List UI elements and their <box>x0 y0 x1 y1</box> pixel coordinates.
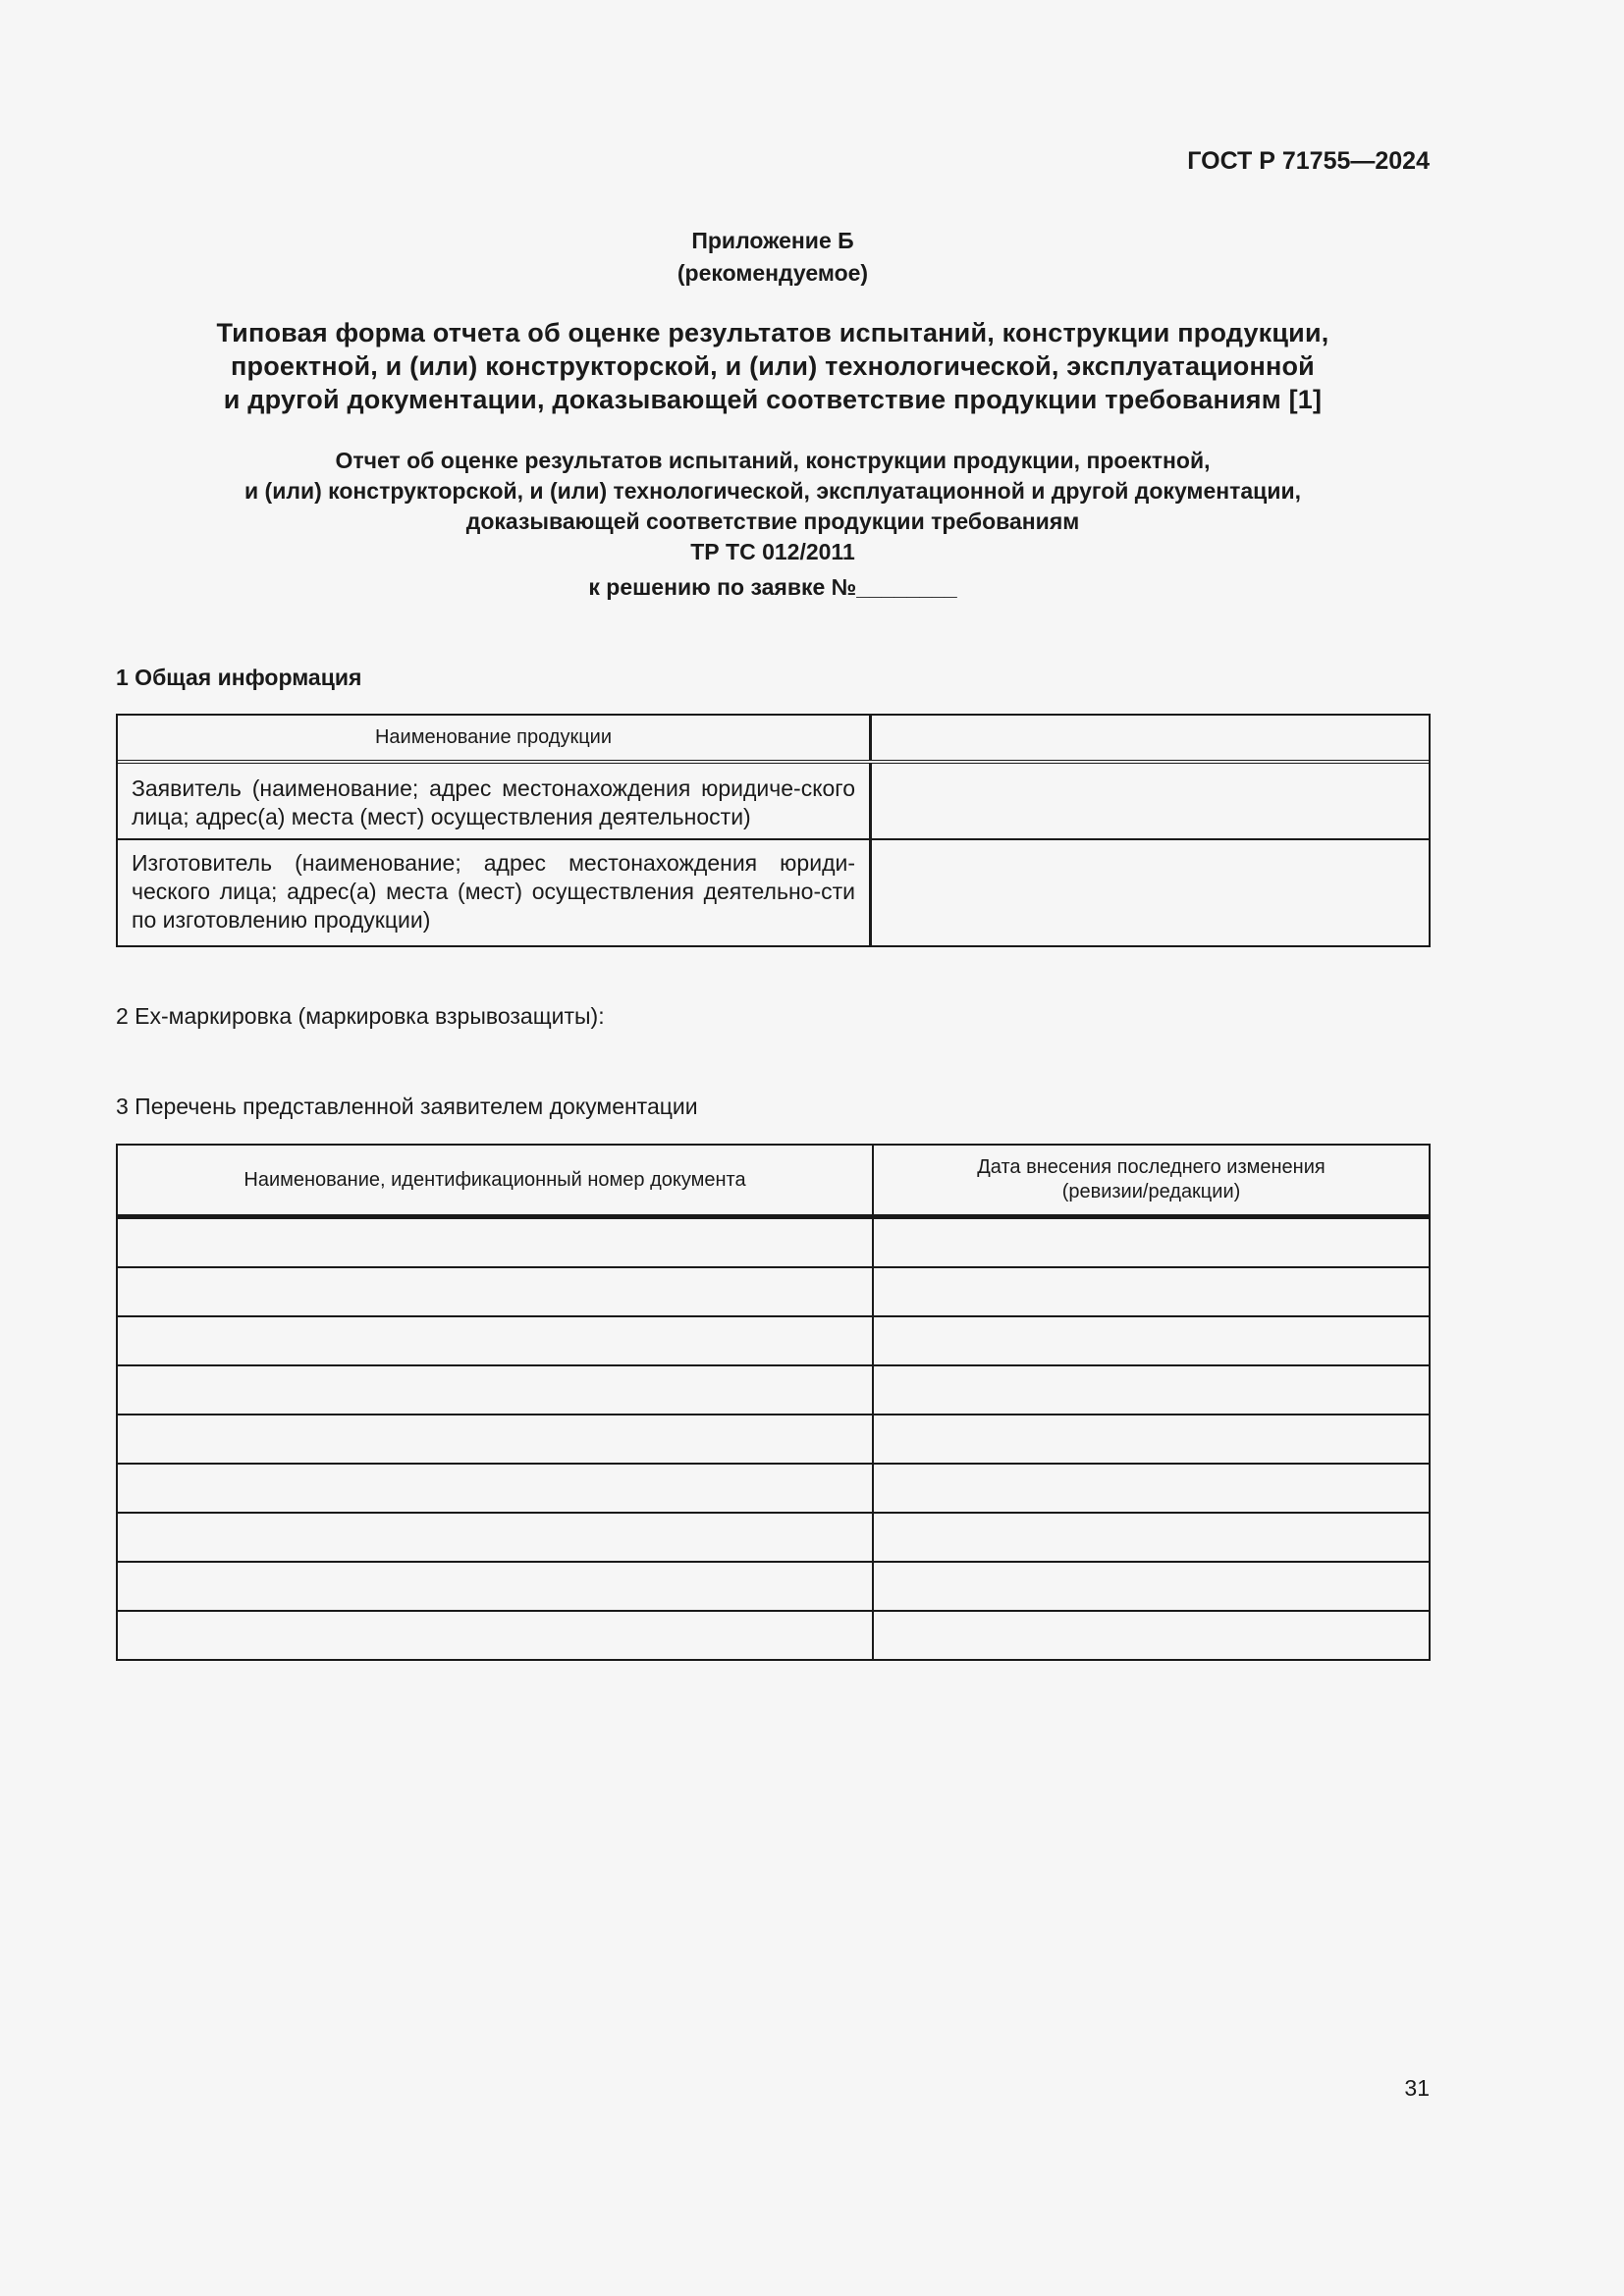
table-row <box>118 1216 1429 1266</box>
date-cell[interactable] <box>874 1514 1429 1561</box>
report-title <box>0 446 1545 567</box>
table-row <box>118 1266 1429 1315</box>
form-title-line: и другой документации, доказывающей соответствие продукции требованиям [1] <box>223 385 1323 414</box>
section2-heading: 2 Ех-маркировка (маркировка взрывозащиты): <box>116 1003 605 1029</box>
date-cell[interactable] <box>874 1219 1429 1266</box>
column-header-document: Наименование, идентификационный номер документа <box>118 1146 874 1214</box>
column-header-date-line: Дата внесения последнего изменения <box>977 1156 1326 1178</box>
report-title-line: и (или) конструкторской, и (или) технологической, эксплуатационной и другой документации, <box>244 478 1301 504</box>
table-row <box>118 1364 1429 1414</box>
column-header-date <box>874 1146 1429 1214</box>
decision-line: к решению по заявке №________ <box>588 574 957 600</box>
general-info-table <box>116 714 1431 947</box>
column-header-date-line: (ревизии/редакции) <box>1061 1181 1241 1202</box>
product-name-value[interactable] <box>872 716 1429 760</box>
table-row <box>118 838 1429 945</box>
section3-heading: 3 Перечень представленной заявителем документации <box>116 1094 698 1119</box>
date-cell[interactable] <box>874 1317 1429 1364</box>
report-title-line: ТР ТС 012/2011 <box>690 539 855 564</box>
table-row <box>118 1414 1429 1463</box>
appendix-status: (рекомендуемое) <box>677 260 869 286</box>
report-title-line: Отчет об оценке результатов испытаний, конструкции продукции, проектной, <box>335 448 1211 473</box>
standard-code: ГОСТ Р 71755—2024 <box>1187 147 1430 175</box>
document-cell[interactable] <box>118 1465 874 1512</box>
document-cell[interactable] <box>118 1219 874 1266</box>
date-cell[interactable] <box>874 1612 1429 1659</box>
date-cell[interactable] <box>874 1465 1429 1512</box>
documentation-table <box>116 1144 1431 1661</box>
date-cell[interactable] <box>874 1268 1429 1315</box>
document-cell[interactable] <box>118 1415 874 1463</box>
product-name-label: Наименование продукции <box>118 716 872 760</box>
form-title <box>0 316 1545 416</box>
document-cell[interactable] <box>118 1612 874 1659</box>
page-number: 31 <box>1404 2075 1430 2101</box>
document-cell[interactable] <box>118 1563 874 1610</box>
document-cell[interactable] <box>118 1317 874 1364</box>
table-row <box>118 760 1429 838</box>
form-title-line: Типовая форма отчета об оценке результатов испытаний, конструкции продукции, <box>216 318 1329 347</box>
table-row <box>118 1610 1429 1659</box>
date-cell[interactable] <box>874 1366 1429 1414</box>
table-row <box>118 1463 1429 1512</box>
table-row <box>118 1512 1429 1561</box>
table-header-row <box>118 1146 1429 1216</box>
document-cell[interactable] <box>118 1366 874 1414</box>
document-cell[interactable] <box>118 1268 874 1315</box>
table-row <box>118 716 1429 760</box>
applicant-value[interactable] <box>872 764 1429 838</box>
report-title-line: доказывающей соответствие продукции требованиям <box>465 508 1080 534</box>
date-cell[interactable] <box>874 1415 1429 1463</box>
manufacturer-value[interactable] <box>872 840 1429 945</box>
form-title-line: проектной, и (или) конструкторской, и (или) технологической, эксплуатационной <box>231 351 1315 381</box>
appendix-label: Приложение Б <box>691 228 854 253</box>
manufacturer-label: Изготовитель (наименование; адрес местонахождения юриди-ческого лица; адрес(а) места (мест) осуществления деятельно-сти по изготовлению продукции) <box>118 840 872 945</box>
document-cell[interactable] <box>118 1514 874 1561</box>
section1-heading: 1 Общая информация <box>116 665 362 690</box>
table-row <box>118 1561 1429 1610</box>
applicant-label: Заявитель (наименование; адрес местонахождения юридиче-ского лица; адрес(а) места (мест) осуществления деятельности) <box>118 764 872 838</box>
table-row <box>118 1315 1429 1364</box>
date-cell[interactable] <box>874 1563 1429 1610</box>
appendix-heading <box>0 225 1545 290</box>
